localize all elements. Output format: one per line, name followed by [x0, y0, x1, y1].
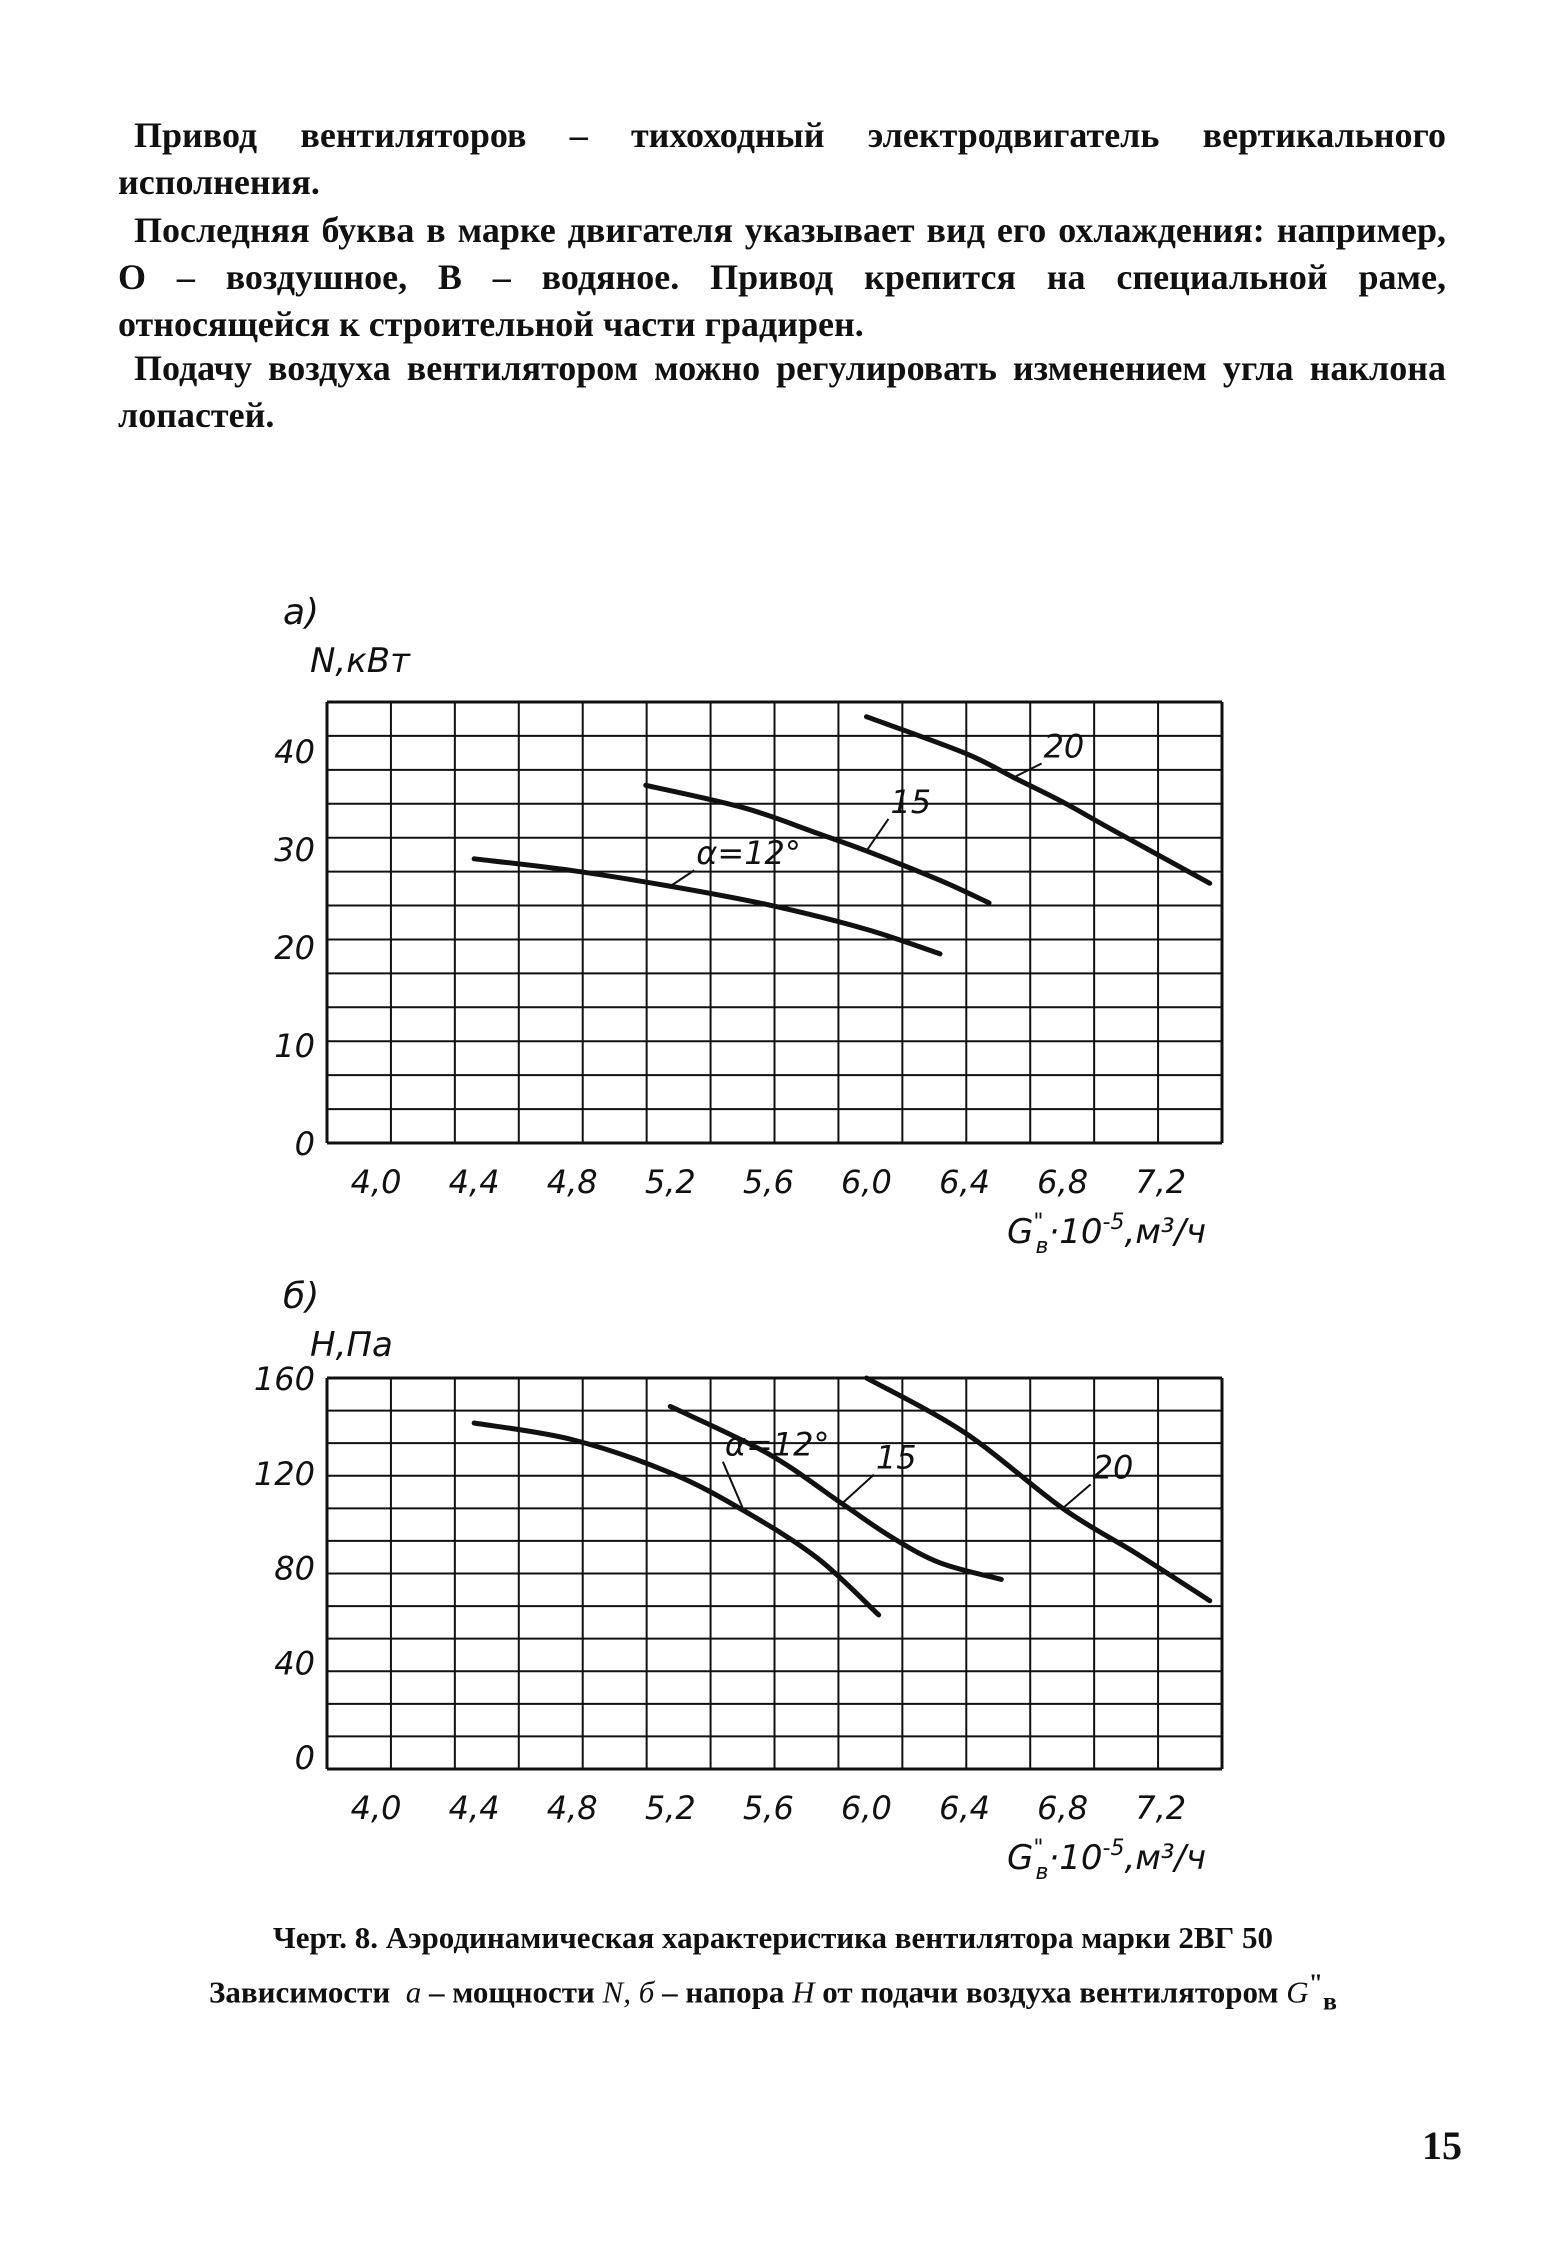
- x-tick-label: 4,4: [448, 1163, 500, 1201]
- x-tick-label: 4,4: [448, 1789, 500, 1827]
- series-label: 20: [1043, 727, 1085, 766]
- series-label: α=12°: [696, 834, 801, 873]
- x-tick-label: 5,2: [644, 1163, 696, 1201]
- paragraph-air-supply: Подачу воздуха вентилятором можно регулировать изменением угла наклона лопастей.: [118, 348, 1446, 435]
- x-tick-label: 6,4: [939, 1163, 990, 1201]
- y-tick-label: 0: [294, 1125, 315, 1163]
- series-leader-line: [842, 1475, 874, 1504]
- x-tick-label: 5,6: [742, 1789, 794, 1827]
- y-tick-label: 160: [253, 1360, 315, 1398]
- y-tick-label: 80: [274, 1549, 315, 1588]
- x-tick-label: 5,2: [644, 1789, 696, 1827]
- x-axis-label: G" $в\cdot 10^{-5},м^3/ч$: [1007, 1210, 1207, 1259]
- x-tick-label: 7,2: [1135, 1163, 1187, 1201]
- y-tick-label: 0: [294, 1739, 315, 1778]
- x-tick-label: 7,2: [1135, 1789, 1187, 1827]
- y-axis-label: N,кВт: [310, 641, 410, 681]
- x-tick-label: 6,4: [939, 1789, 990, 1827]
- x-tick-label: 5,6: [742, 1163, 794, 1201]
- series-leader-line: [1063, 1484, 1091, 1508]
- paragraph-motor-cooling: Последняя буква в марке двигателя указывает вид его охлаждения: например, О – воздушное, В – водяное. Привод крепится на специальной раме, относящейся к строительной части градирен.: [118, 210, 1446, 344]
- x-tick-label: 4,8: [546, 1789, 598, 1827]
- y-tick-label: 30: [274, 831, 315, 869]
- x-tick-label: 4,0: [350, 1163, 402, 1201]
- series-label: 20: [1092, 1448, 1134, 1487]
- panel-label: а): [283, 592, 320, 633]
- y-tick-label: 20: [274, 929, 315, 967]
- series-label: 15: [875, 1438, 917, 1477]
- x-axis-label: G" $в\cdot 10^{-5},м^3/ч$: [1007, 1836, 1207, 1885]
- panel-label: б): [283, 1276, 320, 1317]
- paragraph-drive: Привод вентиляторов – тихоходный электродвигатель вертикального исполнения.: [118, 115, 1446, 202]
- x-tick-label: 4,0: [350, 1789, 402, 1827]
- series-label: α=12°: [724, 1425, 830, 1464]
- x-tick-label: 6,0: [841, 1163, 892, 1201]
- y-tick-label: 10: [274, 1027, 315, 1065]
- figure-caption-description: Зависимости а – мощности N, б – напора H от подачи воздуха вентилятором $G^"_в$: [209, 1968, 1337, 2016]
- y-tick-label: 40: [274, 733, 315, 771]
- x-tick-label: 4,8: [546, 1163, 598, 1201]
- x-tick-label: 6,0: [841, 1789, 892, 1827]
- series-label: 15: [890, 782, 932, 821]
- y-tick-label: 120: [253, 1454, 315, 1493]
- figure-caption-title: Черт. 8. Аэродинамическая характеристика вентилятора марки 2ВГ 50: [272, 1920, 1273, 1955]
- y-tick-label: 40: [274, 1644, 315, 1683]
- x-tick-label: 6,8: [1037, 1789, 1089, 1827]
- page-number: 15: [1422, 2123, 1462, 2168]
- series-curve-15: [670, 1406, 1001, 1579]
- x-tick-label: 6,8: [1037, 1163, 1089, 1201]
- y-axis-label: H,Па: [310, 1325, 393, 1365]
